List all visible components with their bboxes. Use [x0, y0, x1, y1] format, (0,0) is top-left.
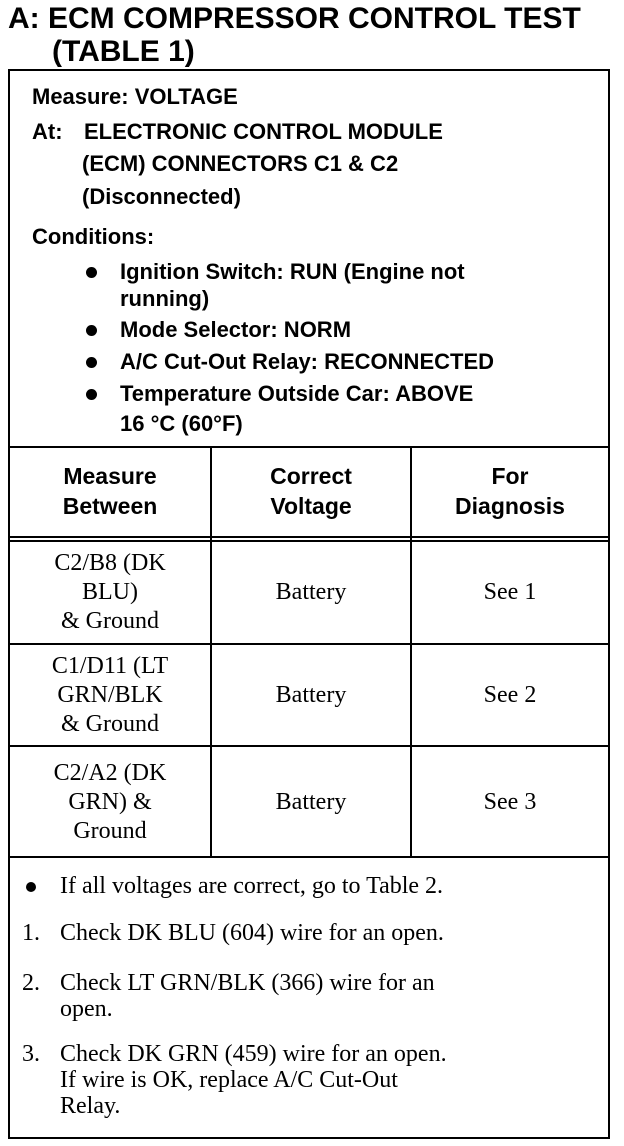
cell-line: BLU) — [82, 578, 138, 605]
row-1-correct-voltage: Battery — [275, 578, 347, 605]
column-header-correct-voltage — [212, 448, 410, 534]
row-3-measure-between — [10, 749, 210, 855]
note-text: Check DK BLU (604) wire for an open. — [60, 920, 444, 946]
note-text: If all voltages are correct, go to Table 2. — [60, 873, 444, 899]
cell-line: C2/A2 (DK — [53, 759, 167, 786]
at-line-2: (ECM) CONNECTORS C1 & C2 — [82, 151, 399, 176]
cell-line: GRN/BLK — [57, 681, 163, 708]
cell-line: C2/B8 (DK — [54, 549, 166, 576]
column-header-measure-between — [10, 448, 210, 534]
condition-text-cont: running) — [120, 286, 210, 311]
bullet-icon — [86, 389, 97, 400]
column-header-line-2: Diagnosis — [455, 493, 565, 519]
condition-text: Mode Selector: NORM — [120, 317, 352, 342]
note-text: Check DK GRN (459) wire for an open. — [60, 1041, 447, 1067]
cell-line: C1/D11 (LT — [51, 652, 169, 679]
at-line-3: (Disconnected) — [82, 184, 241, 209]
cell-line: Ground — [73, 817, 147, 844]
at-line-1: ELECTRONIC CONTROL MODULE — [84, 119, 443, 144]
row-3-for-diagnosis: See 3 — [483, 788, 537, 815]
row-1-for-diagnosis: See 1 — [483, 578, 537, 605]
note-text-cont: Relay. — [60, 1093, 121, 1119]
column-header-line-1: For — [491, 463, 529, 489]
note-number: 1. — [22, 920, 40, 946]
page-title — [8, 2, 620, 68]
condition-text: Ignition Switch: RUN (Engine not — [120, 259, 465, 284]
condition-text-cont: 16 °C (60°F) — [120, 411, 243, 436]
column-header-line-2: Voltage — [270, 493, 352, 519]
bullet-icon — [86, 325, 97, 336]
note-number: 3. — [22, 1041, 40, 1067]
row-2-for-diagnosis: See 2 — [483, 681, 537, 708]
row-1-measure-between — [10, 542, 210, 642]
bullet-icon — [26, 882, 36, 892]
title-line-1: A: ECM COMPRESSOR CONTROL TEST — [8, 2, 581, 35]
column-header-for-diagnosis — [412, 448, 608, 534]
bullet-icon — [86, 357, 97, 368]
cell-line: & Ground — [60, 710, 159, 737]
column-header-line-1: Correct — [270, 463, 352, 489]
condition-text: A/C Cut-Out Relay: RECONNECTED — [120, 349, 495, 374]
conditions-label: Conditions: — [32, 224, 155, 249]
row-divider — [10, 745, 608, 747]
row-2-measure-between — [10, 645, 210, 745]
at-label: At: — [32, 119, 63, 144]
column-header-line-1: Measure — [63, 463, 157, 489]
row-3-correct-voltage: Battery — [275, 788, 347, 815]
note-text-cont: If wire is OK, replace A/C Cut-Out — [60, 1067, 398, 1093]
test-table-frame — [8, 69, 610, 1139]
notes-divider — [10, 856, 608, 858]
measure-label: Measure: VOLTAGE — [32, 84, 238, 109]
column-header-line-2: Between — [62, 493, 158, 519]
note-text-cont: open. — [60, 996, 113, 1022]
title-line-2: (TABLE 1) — [52, 35, 195, 68]
note-text: Check LT GRN/BLK (366) wire for an — [60, 970, 435, 996]
bullet-icon — [86, 267, 97, 278]
cell-line: & Ground — [61, 607, 159, 634]
condition-text: Temperature Outside Car: ABOVE — [120, 381, 474, 406]
test-conditions-section — [10, 71, 608, 446]
note-number: 2. — [22, 970, 40, 996]
row-2-correct-voltage: Battery — [275, 681, 347, 708]
cell-line: GRN) & — [68, 788, 152, 815]
